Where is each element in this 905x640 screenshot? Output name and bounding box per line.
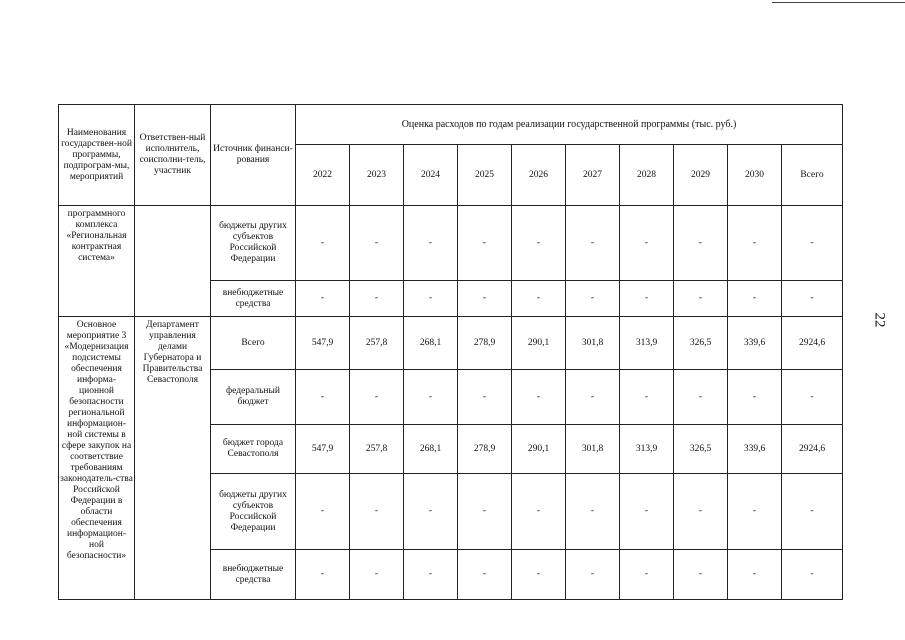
value-cell: - (458, 206, 512, 281)
value-cell: 301,8 (566, 425, 620, 474)
source-cell: внебюджетные средства (211, 281, 296, 317)
program-name: программного комплекса «Региональная контрактная система» (59, 206, 135, 317)
value-cell: - (350, 206, 404, 281)
value-cell: - (404, 550, 458, 600)
header-year: 2030 (728, 145, 782, 206)
source-cell: бюджеты других субъектов Российской Федерации (211, 474, 296, 550)
header-year: 2029 (674, 145, 728, 206)
value-cell: - (458, 281, 512, 317)
value-cell: - (566, 550, 620, 600)
value-cell: - (566, 370, 620, 425)
value-cell: 2924,6 (782, 425, 843, 474)
value-cell: - (350, 281, 404, 317)
value-cell: - (566, 474, 620, 550)
source-cell: федеральный бюджет (211, 370, 296, 425)
value-cell: 278,9 (458, 425, 512, 474)
header-executor: Ответствен-ный исполнитель, соисполни-тель, участник (135, 105, 211, 206)
value-cell: 301,8 (566, 317, 620, 370)
budget-table (58, 104, 843, 600)
value-cell: - (512, 474, 566, 550)
value-cell: - (404, 474, 458, 550)
table-row (59, 206, 843, 281)
value-cell: - (674, 281, 728, 317)
header-name: Наименования государствен-ной программы, подпрограм-мы, мероприятий (59, 105, 135, 206)
value-cell: - (296, 281, 350, 317)
top-rule (772, 2, 905, 3)
executor-cell: Департамент управления делами Губернатора и Правительства Севастополя (135, 317, 211, 600)
header-estimate: Оценка расходов по годам реализации государственной программы (тыс. руб.) (296, 105, 843, 145)
value-cell: - (620, 550, 674, 600)
value-cell: 290,1 (512, 425, 566, 474)
header-year: 2025 (458, 145, 512, 206)
value-cell: - (728, 550, 782, 600)
value-cell: 547,9 (296, 425, 350, 474)
value-cell: - (296, 206, 350, 281)
value-cell: 257,8 (350, 425, 404, 474)
executor-cell (135, 206, 211, 317)
value-cell: 257,8 (350, 317, 404, 370)
header-year: 2026 (512, 145, 566, 206)
value-cell: - (350, 370, 404, 425)
value-cell: - (782, 370, 843, 425)
source-cell: Всего (211, 317, 296, 370)
header-total: Всего (782, 145, 843, 206)
value-cell: 2924,6 (782, 317, 843, 370)
value-cell: - (458, 474, 512, 550)
value-cell: - (728, 370, 782, 425)
value-cell: - (674, 206, 728, 281)
header-year: 2028 (620, 145, 674, 206)
header-year: 2027 (566, 145, 620, 206)
value-cell: 313,9 (620, 425, 674, 474)
value-cell: - (620, 474, 674, 550)
value-cell: 313,9 (620, 317, 674, 370)
value-cell: 290,1 (512, 317, 566, 370)
value-cell: 268,1 (404, 317, 458, 370)
source-cell: бюджеты других субъектов Российской Федерации (211, 206, 296, 281)
value-cell: - (512, 370, 566, 425)
header-year: 2023 (350, 145, 404, 206)
page-number: 22 (871, 312, 888, 328)
header-year: 2024 (404, 145, 458, 206)
value-cell: - (350, 550, 404, 600)
header-row-1 (59, 105, 843, 145)
value-cell: 339,6 (728, 425, 782, 474)
value-cell: - (674, 370, 728, 425)
value-cell: 268,1 (404, 425, 458, 474)
value-cell: - (620, 206, 674, 281)
value-cell: - (566, 281, 620, 317)
value-cell: - (728, 281, 782, 317)
value-cell: - (782, 206, 843, 281)
value-cell: - (404, 370, 458, 425)
value-cell: - (782, 474, 843, 550)
value-cell: - (728, 206, 782, 281)
header-source: Источник финанси-рования (211, 105, 296, 206)
value-cell: 326,5 (674, 317, 728, 370)
value-cell: - (458, 550, 512, 600)
value-cell: - (674, 474, 728, 550)
value-cell: - (296, 474, 350, 550)
header-year: 2022 (296, 145, 350, 206)
value-cell: 547,9 (296, 317, 350, 370)
value-cell: - (674, 550, 728, 600)
value-cell: - (296, 550, 350, 600)
value-cell: - (566, 206, 620, 281)
value-cell: - (404, 281, 458, 317)
value-cell: 339,6 (728, 317, 782, 370)
value-cell: - (512, 550, 566, 600)
value-cell: - (296, 370, 350, 425)
value-cell: - (782, 550, 843, 600)
program-name: Основное мероприятие 3 «Модернизация подсистемы обеспечения информа-ционной безопасности региональной информацион-ной системы в сфере закупок на соответствие требованиям законодатель-ства Российской Федерации в области обеспечения информацион-ной безопасности» (59, 317, 135, 600)
value-cell: - (782, 281, 843, 317)
source-cell: бюджет города Севастополя (211, 425, 296, 474)
value-cell: 326,5 (674, 425, 728, 474)
value-cell: - (728, 474, 782, 550)
value-cell: - (620, 370, 674, 425)
source-cell: внебюджетные средства (211, 550, 296, 600)
value-cell: 278,9 (458, 317, 512, 370)
value-cell: - (620, 281, 674, 317)
value-cell: - (350, 474, 404, 550)
table-row (59, 317, 843, 370)
value-cell: - (512, 206, 566, 281)
value-cell: - (404, 206, 458, 281)
value-cell: - (458, 370, 512, 425)
value-cell: - (512, 281, 566, 317)
